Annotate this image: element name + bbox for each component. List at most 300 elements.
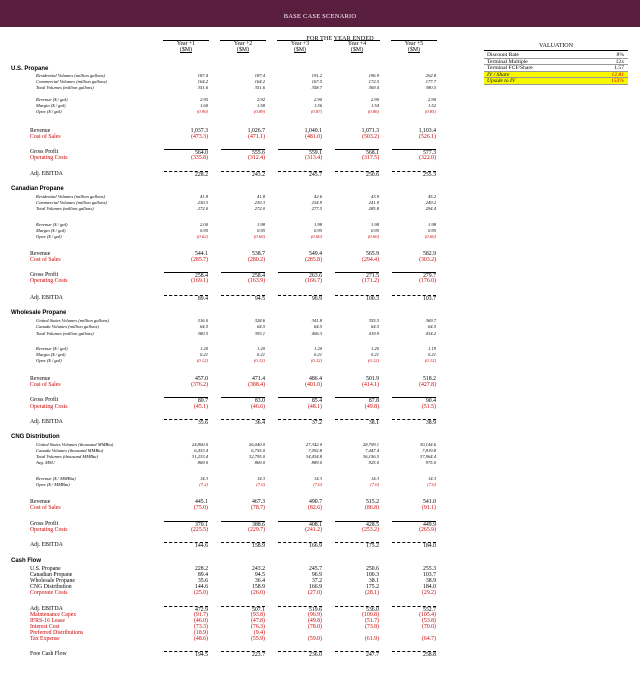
- table-cell: 258.4: [221, 272, 265, 280]
- table-cell: (29.2): [421, 590, 436, 596]
- table-cell: (335.8): [191, 155, 208, 161]
- table-row: [0, 527, 480, 534]
- table-cell: (0.87): [310, 109, 322, 114]
- table-cell: 96.9: [278, 295, 322, 303]
- table-cell: (0.89): [253, 109, 265, 114]
- table-cell: 355.5: [368, 318, 379, 323]
- table-cell: 1.54: [370, 103, 379, 108]
- table-cell: (0.60): [424, 234, 436, 239]
- table-row: [0, 419, 480, 426]
- row-label: Interest Cost: [30, 624, 60, 630]
- table-cell: 486.4: [308, 376, 322, 382]
- table-cell: (46.0): [193, 618, 208, 624]
- valuation-value: 12x: [615, 58, 624, 65]
- table-cell: 434.2: [425, 331, 436, 336]
- table-cell: 38.9: [392, 419, 436, 427]
- table-cell: (225.5): [191, 527, 208, 533]
- table-cell: 241.9: [368, 200, 379, 205]
- table-row: [0, 278, 480, 285]
- table-cell: (0.12): [424, 358, 436, 363]
- table-cell: 223.7: [221, 651, 265, 659]
- table-cell: 243.2: [251, 566, 265, 572]
- table-cell: (78.0): [307, 624, 322, 630]
- row-label: Cost of Sales: [30, 134, 61, 140]
- table-cell: 166.9: [278, 542, 322, 550]
- table-cell: 38.9: [425, 578, 436, 584]
- row-label: Gross Profit: [30, 397, 59, 403]
- table-cell: 869.0: [197, 460, 208, 465]
- table-cell: (0.12): [367, 358, 379, 363]
- table-cell: 64.5: [256, 324, 265, 329]
- table-cell: 100.3: [365, 572, 379, 578]
- table-cell: 263.6: [278, 272, 322, 280]
- row-label: Cost of Sales: [30, 505, 61, 511]
- row-label: Gross Profit: [30, 272, 59, 278]
- table-cell: 577.3: [392, 149, 436, 157]
- table-cell: 164.2: [254, 79, 265, 84]
- column-header-year: Year +5: [404, 41, 424, 47]
- table-cell: 184.0: [392, 542, 436, 550]
- table-cell: 236.0: [278, 651, 322, 659]
- table-cell: (91.7): [193, 612, 208, 618]
- table-cell: 1.20: [370, 346, 379, 351]
- table-cell: (427.8): [419, 382, 436, 388]
- table-cell: (285.8): [305, 257, 322, 263]
- table-cell: 2.90: [370, 97, 379, 102]
- table-cell: 370.1: [164, 521, 208, 529]
- table-cell: 90.4: [392, 397, 436, 405]
- table-cell: 41.8: [199, 194, 208, 199]
- table-cell: 64.5: [427, 324, 436, 329]
- table-row: [0, 85, 480, 92]
- table-cell: 7,819.8: [422, 448, 436, 453]
- table-cell: (303.2): [419, 257, 436, 263]
- row-label: Cost of Sales: [30, 382, 61, 388]
- table-cell: 24,800.0: [191, 442, 208, 447]
- section-heading-row: [0, 558, 480, 565]
- table-cell: 279.7: [392, 272, 436, 280]
- table-cell: (229.7): [248, 527, 265, 533]
- table-cell: 0.21: [427, 352, 436, 357]
- row-label: Commercial Volumes (million gallons): [36, 79, 107, 84]
- table-cell: (73.8): [364, 624, 379, 630]
- row-label: Revenue ($ / gal): [36, 97, 68, 102]
- table-cell: 472.9: [164, 606, 208, 614]
- table-cell: 1,026.7: [247, 128, 265, 134]
- table-row: [0, 257, 480, 264]
- table-cell: (55.9): [250, 636, 265, 642]
- table-cell: 144.6: [164, 542, 208, 550]
- table-cell: (75.0): [193, 505, 208, 511]
- row-label: Operating Costs: [30, 155, 68, 161]
- table-row: [0, 590, 480, 597]
- table-cell: 14.3: [199, 476, 208, 481]
- row-label: Revenue: [30, 499, 51, 505]
- table-cell: (0.60): [253, 234, 265, 239]
- table-cell: 2.95: [199, 97, 208, 102]
- table-cell: 1.52: [427, 103, 436, 108]
- table-cell: 27,342.0: [305, 442, 322, 447]
- table-cell: 38.1: [368, 578, 379, 584]
- table-cell: (163.9): [248, 278, 265, 284]
- table-cell: (0.12): [253, 358, 265, 363]
- table-cell: 250.6: [335, 171, 379, 179]
- table-cell: 247.7: [335, 651, 379, 659]
- table-cell: 14.3: [427, 476, 436, 481]
- table-cell: (73.3): [193, 624, 208, 630]
- table-cell: 14.3: [370, 476, 379, 481]
- section-title: Cash Flow: [11, 558, 42, 564]
- table-cell: (280.2): [248, 257, 265, 263]
- table-cell: (0.60): [367, 234, 379, 239]
- table-cell: (481.0): [305, 134, 322, 140]
- column-header-unit: ($M): [351, 47, 363, 54]
- table-cell: (93.8): [250, 612, 265, 618]
- table-cell: 177.7: [425, 79, 436, 84]
- table-cell: 1.20: [199, 346, 208, 351]
- table-cell: 38.1: [335, 419, 379, 427]
- table-cell: 0.21: [370, 352, 379, 357]
- column-header-unit: ($M): [294, 47, 306, 54]
- table-cell: 230.3: [254, 200, 265, 205]
- table-cell: 41.8: [256, 194, 265, 199]
- table-cell: 258.4: [164, 272, 208, 280]
- table-cell: (96.9): [307, 612, 322, 618]
- table-cell: (0.12): [196, 358, 208, 363]
- table-cell: 42.6: [313, 194, 322, 199]
- table-cell: 89.4: [197, 572, 208, 578]
- table-row: [0, 542, 480, 549]
- row-label: IFRS-16 Lease: [30, 618, 65, 624]
- table-cell: 380.5: [197, 331, 208, 336]
- table-cell: 35.6: [164, 419, 208, 427]
- table-cell: 408.1: [278, 521, 322, 529]
- valuation-value: 8%: [616, 52, 624, 58]
- table-cell: 28,709.1: [362, 442, 379, 447]
- table-cell: 6,433.4: [194, 448, 208, 453]
- section-title: Wholesale Propane: [11, 310, 67, 316]
- column-header-unit: ($M): [237, 47, 249, 54]
- table-row: [0, 651, 480, 658]
- row-label: CNG Distribution: [30, 584, 72, 590]
- table-cell: 457.0: [194, 376, 208, 382]
- row-label: Preferred Distributions: [30, 630, 84, 636]
- row-label: Adj. EBITDA: [30, 295, 63, 301]
- table-cell: (46.6): [250, 404, 265, 410]
- table-cell: (253.2): [362, 527, 379, 533]
- row-label: Total Volumes (million gallons): [36, 85, 94, 90]
- table-cell: 552.7: [392, 606, 436, 614]
- row-label: Revenue ($ / MMBtu): [36, 476, 76, 481]
- table-cell: 202.8: [425, 73, 436, 78]
- table-cell: 272.0: [197, 206, 208, 211]
- table-row: [0, 295, 480, 302]
- table-cell: 1.58: [256, 103, 265, 108]
- table-cell: (7.2): [199, 482, 208, 487]
- table-cell: (28.1): [364, 590, 379, 596]
- table-cell: (401.0): [305, 382, 322, 388]
- table-cell: 87.8: [335, 397, 379, 405]
- column-header-year: Year +1: [176, 41, 196, 47]
- table-cell: 541.0: [422, 499, 436, 505]
- table-cell: 565.9: [365, 251, 379, 257]
- section-heading-row: [0, 434, 480, 441]
- table-cell: 194.5: [164, 651, 208, 659]
- table-cell: 196.9: [368, 73, 379, 78]
- row-label: Gross Profit: [30, 149, 59, 155]
- table-cell: 175.2: [335, 542, 379, 550]
- table-row: [0, 404, 480, 411]
- table-cell: (105.4): [419, 612, 436, 618]
- row-label: Wholesale Propane: [30, 578, 75, 584]
- table-cell: (471.1): [248, 134, 265, 140]
- table-cell: 34,434.8: [305, 454, 322, 459]
- table-cell: 184.0: [422, 584, 436, 590]
- row-label: Avg. MSU: [36, 460, 55, 465]
- table-cell: 0.95: [256, 228, 265, 233]
- table-cell: (25.0): [193, 590, 208, 596]
- table-cell: 1.60: [199, 103, 208, 108]
- row-label: Canadian Propane: [30, 572, 73, 578]
- row-label: Revenue: [30, 376, 51, 382]
- table-cell: (9.4): [253, 630, 265, 636]
- period-header: FOR THE YEAR ENDED: [306, 35, 374, 42]
- table-cell: (312.4): [248, 155, 265, 161]
- table-cell: (78.7): [250, 505, 265, 511]
- table-cell: 449.9: [392, 521, 436, 529]
- table-cell: (100.8): [362, 612, 379, 618]
- table-cell: (0.85): [424, 109, 436, 114]
- valuation-label: IV / Share: [487, 71, 510, 78]
- table-cell: (414.1): [362, 382, 379, 388]
- row-label: Total Volumes (million gallons): [36, 331, 94, 336]
- table-cell: (7.0): [256, 482, 265, 487]
- table-cell: 471.4: [251, 376, 265, 382]
- row-label: Opex ($ / gal): [36, 234, 62, 239]
- table-row: [0, 636, 480, 643]
- table-cell: 43.9: [370, 194, 379, 199]
- table-cell: 351.6: [197, 85, 208, 90]
- table-cell: (47.8): [250, 618, 265, 624]
- table-cell: (0.62): [196, 234, 208, 239]
- table-cell: 45.2: [427, 194, 436, 199]
- table-cell: 0.21: [256, 352, 265, 357]
- table-cell: 2.90: [313, 97, 322, 102]
- table-cell: (0.86): [367, 109, 379, 114]
- column-header-year: Year +4: [347, 41, 367, 47]
- table-cell: 158.9: [251, 584, 265, 590]
- column-header-year: Year +3: [290, 41, 310, 47]
- valuation-label: Upside to IV: [487, 78, 516, 85]
- table-cell: 536.0: [335, 606, 379, 614]
- table-cell: 467.3: [251, 499, 265, 505]
- table-cell: 35.6: [197, 578, 208, 584]
- section-heading-row: [0, 186, 480, 193]
- table-cell: 351.6: [254, 85, 265, 90]
- table-cell: 164.2: [197, 79, 208, 84]
- table-cell: 515.2: [365, 499, 379, 505]
- table-cell: 37,964.4: [419, 454, 436, 459]
- table-cell: 869.0: [254, 460, 265, 465]
- table-cell: 925.0: [368, 460, 379, 465]
- table-cell: 191.2: [311, 73, 322, 78]
- table-cell: 64.5: [313, 324, 322, 329]
- table-cell: 0.95: [370, 228, 379, 233]
- table-cell: 83.0: [221, 397, 265, 405]
- row-label: Operating Costs: [30, 527, 68, 533]
- table-cell: 32,795.0: [248, 454, 265, 459]
- table-cell: 419.9: [368, 331, 379, 336]
- table-cell: (0.12): [310, 358, 322, 363]
- table-cell: 0.21: [199, 352, 208, 357]
- table-cell: 358.7: [311, 85, 322, 90]
- table-cell: 36.4: [221, 419, 265, 427]
- table-row: [0, 460, 480, 467]
- table-cell: 37.2: [278, 419, 322, 427]
- scenario-title: BASE CASE SCENARIO: [283, 13, 357, 20]
- table-cell: (7.0): [370, 482, 379, 487]
- table-cell: (503.2): [362, 134, 379, 140]
- table-cell: 1,071.3: [361, 128, 379, 134]
- table-cell: 94.5: [254, 572, 265, 578]
- table-row: [0, 234, 480, 241]
- table-cell: 258.8: [392, 651, 436, 659]
- row-label: Operating Costs: [30, 404, 68, 410]
- row-label: Tax Expense: [30, 636, 60, 642]
- table-cell: 2.00: [199, 222, 208, 227]
- section-title: CNG Distribution: [11, 434, 60, 440]
- table-cell: 316.0: [197, 318, 208, 323]
- table-cell: 1.20: [313, 346, 322, 351]
- table-cell: 445.1: [194, 499, 208, 505]
- table-cell: (49.8): [307, 618, 322, 624]
- row-label: Opex ($ / gal): [36, 109, 62, 114]
- table-cell: 507.1: [221, 606, 265, 614]
- table-cell: 64.5: [370, 324, 379, 329]
- table-cell: 37.2: [311, 578, 322, 584]
- table-cell: (376.2): [191, 382, 208, 388]
- table-cell: 6,755.0: [251, 448, 265, 453]
- table-cell: 36,156.5: [362, 454, 379, 459]
- row-label: Corporate Costs: [30, 590, 68, 596]
- table-cell: 0.95: [313, 228, 322, 233]
- table-cell: 26,040.0: [248, 442, 265, 447]
- table-cell: 31,233.4: [191, 454, 208, 459]
- table-cell: 245.7: [308, 566, 322, 572]
- table-cell: 519.6: [278, 606, 322, 614]
- table-row: [0, 331, 480, 338]
- table-cell: (317.5): [362, 155, 379, 161]
- table-cell: (176.0): [419, 278, 436, 284]
- table-cell: 564.0: [164, 149, 208, 157]
- table-cell: 277.5: [311, 206, 322, 211]
- table-cell: 341.8: [311, 318, 322, 323]
- table-cell: 228.2: [164, 171, 208, 179]
- table-cell: (61.9): [364, 636, 379, 642]
- table-cell: 538.7: [251, 251, 265, 257]
- table-cell: (7.0): [427, 482, 436, 487]
- table-cell: (86.8): [364, 505, 379, 511]
- table-cell: 167.5: [311, 79, 322, 84]
- table-cell: 36.4: [254, 578, 265, 584]
- table-row: [0, 482, 480, 489]
- table-cell: (26.0): [250, 590, 265, 596]
- row-label: Opex ($ / MMBtu): [36, 482, 70, 487]
- table-cell: (45.1): [193, 404, 208, 410]
- table-cell: 175.2: [365, 584, 379, 590]
- table-cell: (294.4): [362, 257, 379, 263]
- table-cell: 1.98: [370, 222, 379, 227]
- table-row: [0, 109, 480, 116]
- valuation-label: Terminal Multiple: [487, 58, 528, 65]
- row-label: Operating Costs: [30, 278, 68, 284]
- valuation-value: 12.81: [611, 71, 624, 78]
- column-header-year: Year +2: [233, 41, 253, 47]
- table-cell: 1,037.3: [190, 128, 208, 134]
- section-heading-row: [0, 310, 480, 317]
- table-row: [0, 397, 480, 404]
- table-cell: 7,447.4: [365, 448, 379, 453]
- row-label: Adj. EBITDA: [30, 171, 63, 177]
- table-cell: 328.6: [254, 318, 265, 323]
- valuation-label: Terminal FCF/Share: [487, 65, 533, 72]
- table-cell: 100.3: [335, 295, 379, 303]
- table-cell: (91.1): [421, 505, 436, 511]
- table-cell: 144.6: [194, 584, 208, 590]
- table-cell: 294.4: [425, 206, 436, 211]
- row-label: Canada Volumes (million gallons): [36, 324, 99, 329]
- valuation-title: VALUATION: [484, 43, 628, 51]
- table-cell: (49.8): [364, 404, 379, 410]
- table-row: [0, 505, 480, 512]
- table-cell: (388.4): [248, 382, 265, 388]
- table-cell: 187.4: [254, 73, 265, 78]
- row-label: Total Volumes (million gallons): [36, 206, 94, 211]
- table-cell: 89.4: [164, 295, 208, 303]
- row-label: Revenue: [30, 128, 51, 134]
- row-label: Adj. EBITDA: [30, 542, 63, 548]
- table-cell: (0.90): [196, 109, 208, 114]
- table-cell: 234.9: [311, 200, 322, 205]
- valuation-row: [484, 52, 628, 59]
- table-cell: 96.9: [311, 572, 322, 578]
- table-cell: 14.3: [313, 476, 322, 481]
- table-cell: 103.7: [422, 572, 436, 578]
- row-label: United States Volumes (thousand MMBtu): [36, 442, 114, 447]
- table-cell: 243.2: [221, 171, 265, 179]
- table-cell: 245.7: [278, 171, 322, 179]
- row-label: Margin ($ / gal): [36, 103, 66, 108]
- table-cell: 0.95: [199, 228, 208, 233]
- row-label: Revenue ($ / gal): [36, 346, 68, 351]
- table-cell: (265.9): [419, 527, 436, 533]
- row-label: U.S. Propane: [30, 566, 61, 572]
- table-cell: (322.0): [419, 155, 436, 161]
- table-row: [0, 358, 480, 365]
- table-cell: 0.21: [313, 352, 322, 357]
- table-cell: 490.7: [308, 499, 322, 505]
- valuation-value: 153%: [610, 78, 624, 85]
- row-label: Commercial Volumes (million gallons): [36, 200, 107, 205]
- table-cell: (169.1): [191, 278, 208, 284]
- table-cell: 1,103.4: [418, 128, 436, 134]
- table-cell: 250.6: [365, 566, 379, 572]
- row-label: Residential Volumes (million gallons): [36, 73, 106, 78]
- table-cell: 85.4: [278, 397, 322, 405]
- table-cell: (171.2): [362, 278, 379, 284]
- valuation-label: Discount Rate: [487, 52, 519, 58]
- row-label: Adj. EBITDA: [30, 606, 63, 612]
